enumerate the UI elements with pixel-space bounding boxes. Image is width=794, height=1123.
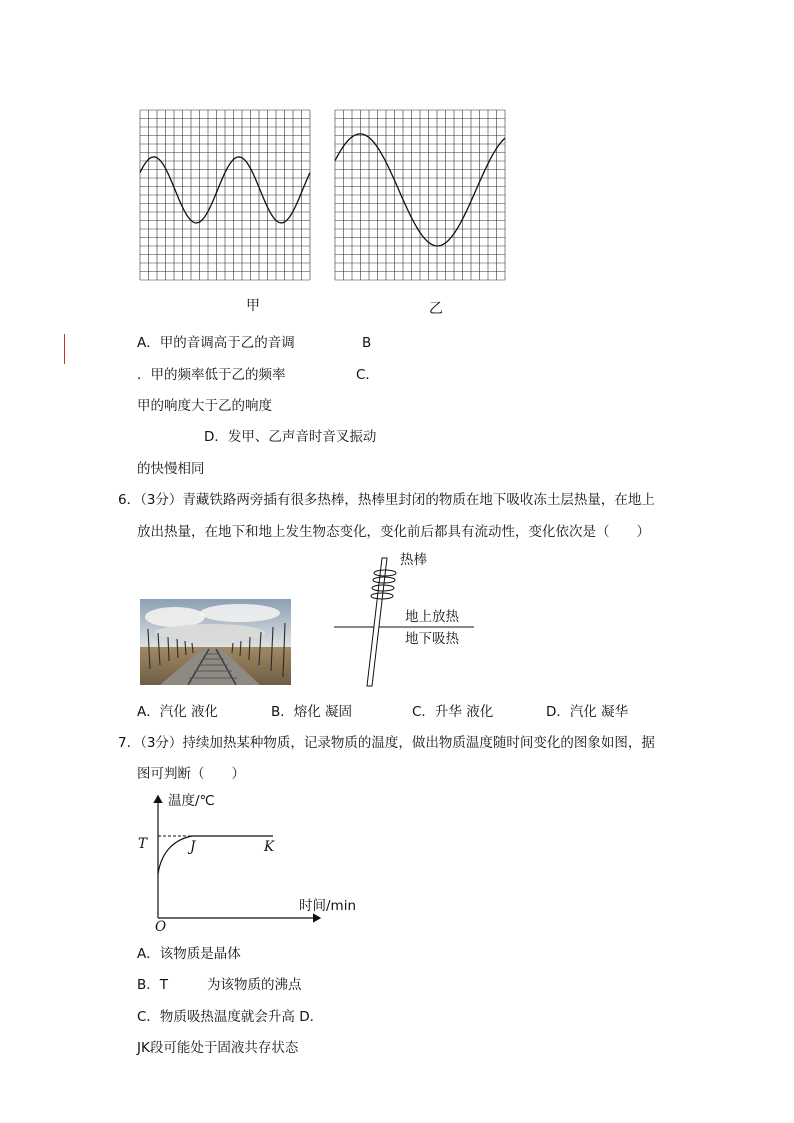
option-b-q6: B．熔化 凝固 (271, 704, 353, 720)
x-axis-label: 时间/min (299, 898, 357, 914)
t-label: T (138, 836, 148, 852)
option-a-q5: A．甲的音调高于乙的音调 (137, 335, 295, 351)
option-b-q7-letter: B．T (137, 977, 169, 993)
option-d-q7: JK段可能处于固液共存状态 (137, 1040, 299, 1056)
figure-label-jia: 甲 (246, 298, 260, 314)
above-ground-label: 地上放热 (405, 609, 459, 625)
figure-label-yi: 乙 (429, 301, 443, 317)
option-c-q7: C．物质吸热温度就会升高 D． (137, 1009, 324, 1025)
question-6-stem-line2: 放出热量，在地下和地上发生物态变化，变化前后都具有流动性，变化依次是（ ） (137, 524, 650, 540)
below-ground-label: 地下吸热 (405, 631, 459, 647)
option-b-q7-text: 为该物质的沸点 (207, 977, 302, 993)
option-a-q7: A．该物质是晶体 (137, 946, 241, 962)
option-c-q5-text: 甲的响度大于乙的响度 (137, 398, 272, 414)
j-label: J (190, 839, 196, 855)
question-7-stem-line2: 图可判断（ ） (137, 766, 245, 782)
option-c-q5-letter: C． (356, 367, 379, 383)
option-d-q5-cont: 的快慢相同 (137, 461, 205, 477)
waveform-figure-jia (139, 109, 311, 281)
margin-change-bar (64, 334, 65, 364)
grid-lines (335, 110, 505, 280)
option-d-q5: D．发甲、乙声音时音叉振动 (204, 429, 377, 445)
origin-label: O (155, 919, 167, 935)
y-axis-label: 温度/℃ (168, 793, 215, 809)
question-6-stem-line1: 6．（3分）青藏铁路两旁插有很多热棒，热棒里封闭的物质在地下吸收冻土层热量，在地上 (118, 492, 655, 508)
grid-lines (140, 110, 310, 280)
question-7-stem-line1: 7．（3分）持续加热某种物质，记录物质的温度，做出物质温度随时间变化的图象如图，据 (118, 735, 655, 751)
option-b-q5-text: ．甲的频率低于乙的频率 (137, 367, 286, 383)
waveform-figure-yi (334, 109, 506, 281)
k-label: K (264, 839, 275, 855)
option-d-q6: D．汽化 凝华 (546, 704, 629, 720)
option-b-q5-letter: B (362, 335, 372, 351)
railway-photo (140, 599, 291, 685)
option-c-q6: C．升华 液化 (412, 704, 494, 720)
railway-photo-drawing (140, 599, 291, 685)
option-a-q6: A．汽化 液化 (137, 704, 219, 720)
temperature-curve (158, 836, 273, 874)
heat-rod-label: 热棒 (400, 552, 427, 568)
